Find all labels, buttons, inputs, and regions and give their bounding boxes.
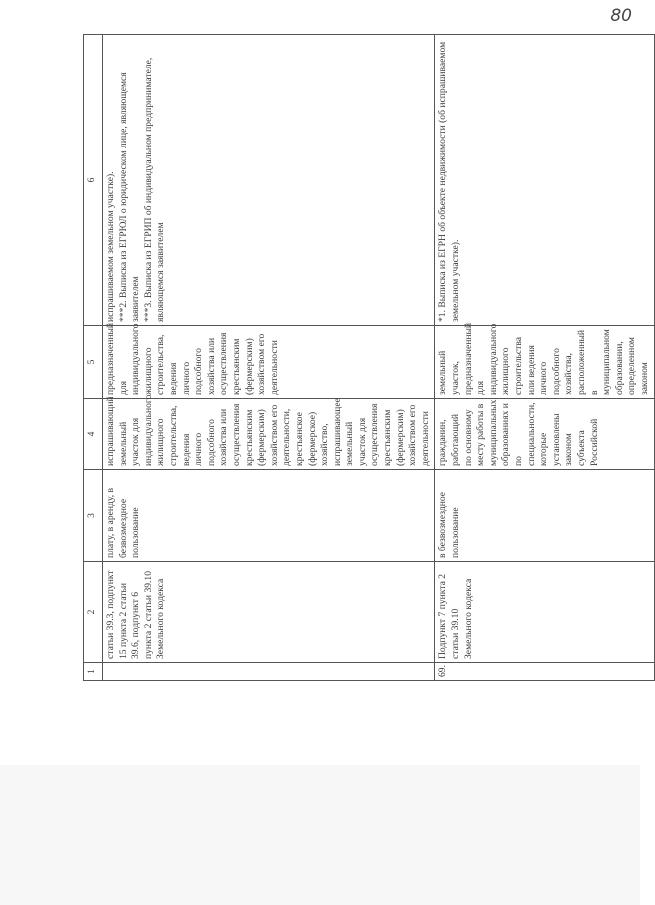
table-row [103,35,435,681]
header-cell-2: 2 [84,562,103,663]
legal-basis: статьи 39.3, подпункт 15 пункта 2 статьи 39.6, подпункт 6 пункта 2 статьи 39.10 Земельного кодекса [103,562,435,663]
land-plot: предназначенный для индивидуального жилищного строительства, ведения личного подсобного хозяйства или осуществления крестьянским (фермерским) хозяйством его деятельности [103,326,435,399]
header-cell-1: 1 [84,663,103,681]
page-number: 80 [610,6,632,26]
applicant: гражданин, работающий по основному месту работы в муниципальных образованиях и по специальности, которые установлены законом субъекта Российской [435,399,654,470]
land-procedure-table [83,34,655,681]
documents: испрашиваемом земельном участке). ***2. Выписка из ЕГРЮЛ о юридическом лице, являющемся заявителем ***3. Выписка из ЕГРИП об индивидуальном предпринимателе, являющемся заявителем [103,35,435,326]
header-cell-5: 5 [84,326,103,399]
header-cell-3: 3 [84,470,103,562]
legal-basis: Подпункт 7 пункта 2 статьи 39.10 Земельного кодекса [435,562,654,663]
row-number: 69. [435,663,654,681]
page-bottom-margin [0,765,640,905]
header-cell-6: 6 [84,35,103,326]
header-cell-4: 4 [84,399,103,470]
table-row [435,35,654,681]
documents: *1. Выписка из ЕГРН об объекте недвижимости (об испрашиваемом земельном участке). [435,35,654,326]
table-header-row [84,35,103,681]
row-number [103,663,435,681]
right-type: плату, в аренду, в безвозмездное пользование [103,470,435,562]
rotated-table-container [83,35,650,681]
right-type: в безвозмездное пользование [435,470,654,562]
applicant: испрашивающий земельный участок для индивидуального жилищного строительства, ведения личного подсобного хозяйства или осуществления крестьянским (фермерским) хозяйством его деятельности, крестьянское (фермерское) хозяйство, испрашивающее земельный участок для осуществления крестьянским (фермерским) хозяйством его деятельности [103,399,435,470]
land-plot: земельный участок, предназначенный для индивидуального жилищного строительства или ведения личного подсобного хозяйства, расположенный в муниципальном образовании, определенном законом [435,326,654,399]
